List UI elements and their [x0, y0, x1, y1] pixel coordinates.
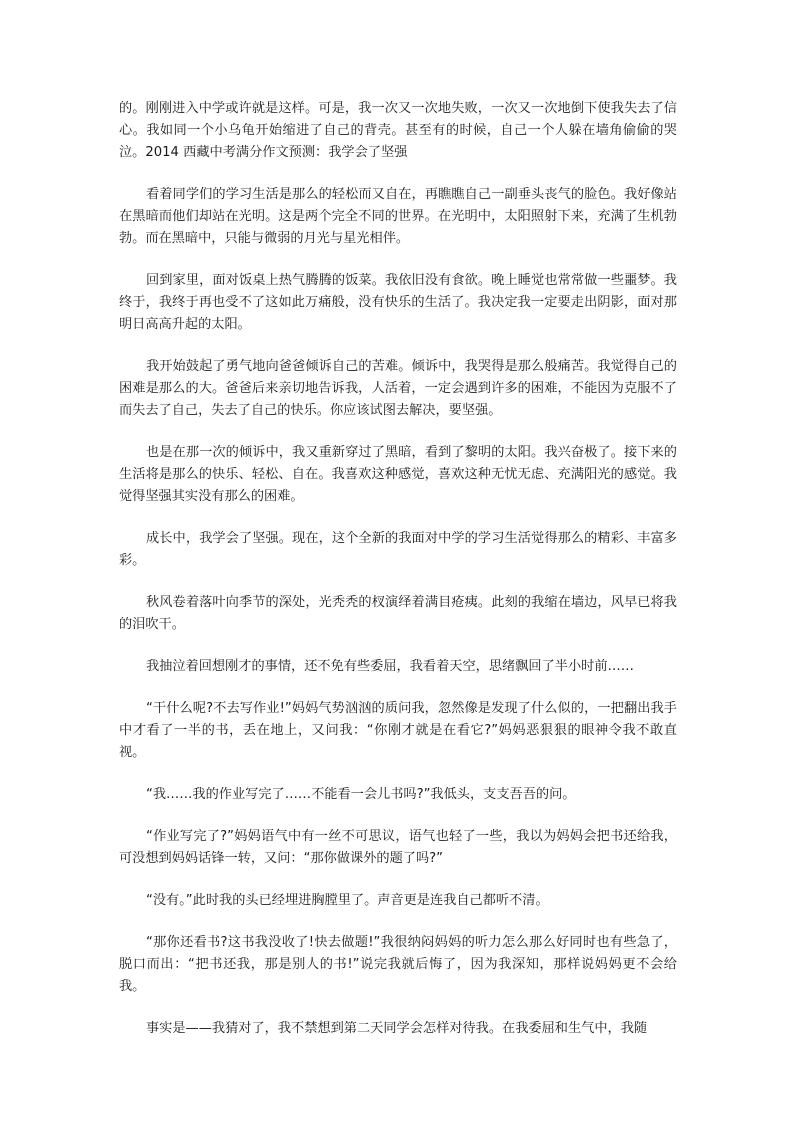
paragraph-8: 我抽泣着回想刚才的事情，还不免有些委屈，我看着天空，思绪飘回了半小时前…… — [146, 659, 634, 674]
paragraph-7: 秋风卷着落叶向季节的深处，光秃秃的杈演绎着满目疮痍。此刻的我缩在墙边，风早已将我的泪吹干。 — [119, 595, 677, 632]
paragraph-9: “干什么呢?不去写作业!”妈妈气势汹汹的质问我，忽然像是发现了什么似的，一把翻出我手中才看了一半的书，丢在地上，又问我：“你刚才就是在看它?”妈妈恶狠狠的眼神令我不敢直视。 — [119, 701, 677, 760]
document-body — [119, 98, 677, 1040]
paragraph-4: 我开始鼓起了勇气地向爸爸倾诉自己的苦难。倾诉中，我哭得是那么般痛苦。我觉得自己的困难是那么的大。爸爸后来亲切地告诉我，人活着，一定会遇到许多的困难，不能因为克服不了而失去了自己，失去了自己的快乐。你应该试图去解决，要坚强。 — [119, 359, 677, 418]
paragraph-13: “那你还看书?这书我没收了!快去做题!”我很纳闷妈妈的听力怎么那么好同时也有些急了，脱口而出：“把书还我，那是别人的书!”说完我就后悔了，因为我深知，那样说妈妈更不会给我。 — [119, 935, 677, 994]
paragraph-6: 成长中，我学会了坚强。现在，这个全新的我面对中学的学习生活觉得那么的精彩、丰富多彩。 — [119, 531, 677, 568]
paragraph-1: 的。刚刚进入中学或许就是这样。可是，我一次又一次地失败，一次又一次地倒下使我失去了信心。我如同一个小乌龟开始缩进了自己的背壳。甚至有的时候，自己一个人躲在墙角偷偷的哭泣。2014 西藏中考满分作文预测：我学会了坚强 — [119, 101, 677, 160]
paragraph-11: “作业写完了?”妈妈语气中有一丝不可思议，语气也轻了一些，我以为妈妈会把书还给我，可没想到妈妈话锋一转，又问：“那你做课外的题了吗?” — [119, 829, 677, 866]
paragraph-10: “我……我的作业写完了……不能看一会儿书吗?”我低头，支支吾吾的问。 — [146, 787, 576, 802]
paragraph-2: 看着同学们的学习生活是那么的轻松而又自在，再瞧瞧自己一副垂头丧气的脸色。我好像站在黑暗而他们却站在光明。这是两个完全不同的世界。在光明中，太阳照射下来，充满了生机勃勃。而在黑暗中，只能与微弱的月光与星光相伴。 — [119, 187, 677, 246]
paragraph-12: “没有。”此时我的头已经埋进胸膛里了。声音更是连我自己都听不清。 — [146, 893, 549, 908]
paragraph-5: 也是在那一次的倾诉中，我又重新穿过了黑暗，看到了黎明的太阳。我兴奋极了。接下来的生活将是那么的快乐、轻松、自在。我喜欢这种感觉，喜欢这种无忧无虑、充满阳光的感觉。我觉得坚强其实没有那么的困难。 — [119, 445, 677, 504]
paragraph-3: 回到家里，面对饭桌上热气腾腾的饭菜。我依旧没有食欲。晚上睡觉也常常做一些噩梦。我终于，我终于再也受不了这如此万痛般，没有快乐的生活了。我决定我一定要走出阴影，面对那明日高高升起的太阳。 — [119, 273, 677, 332]
paragraph-14: 事实是——我猜对了，我不禁想到第二天同学会怎样对待我。在我委屈和生气中，我随 — [146, 1021, 648, 1036]
